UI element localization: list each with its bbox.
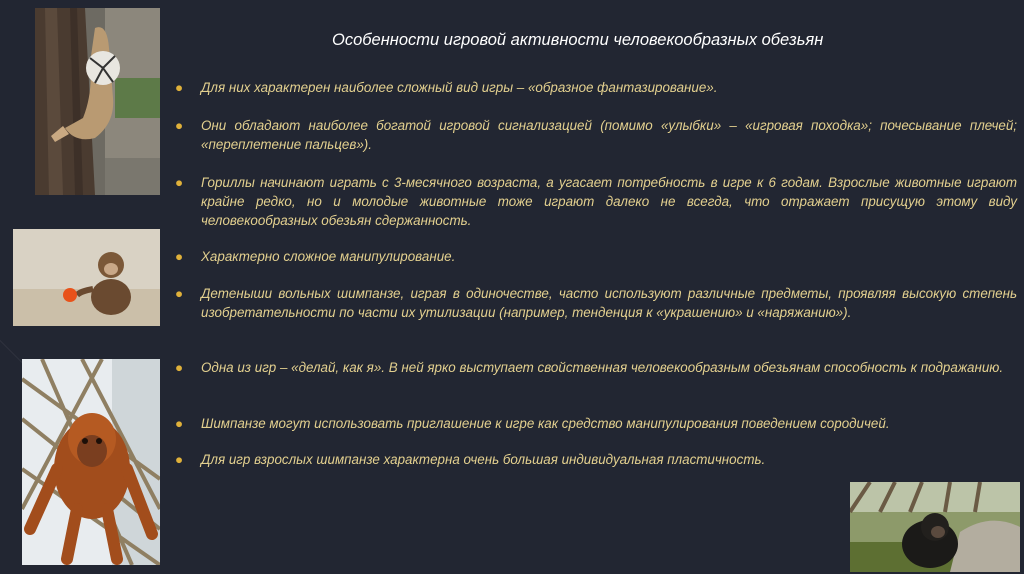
bullet-text: Шимпанзе могут использовать приглашение к игре как средство манипулирования поведением сородичей. [201, 416, 890, 431]
bullet-dot-icon: ● [175, 286, 184, 301]
chimpanzee-photo [850, 482, 1020, 572]
bullet-text: Они обладают наиболее богатой игровой сигнализацией (помимо «улыбки» – «игровая походка»; почесывание плечей; «переплетение пальцев»). [201, 118, 1017, 152]
bullet-list [175, 78, 1017, 469]
bullet-text: Для них характерен наиболее сложный вид игры – «образное фантазирование». [201, 80, 718, 95]
bullet-dot-icon: ● [175, 452, 184, 467]
bullet-item [175, 116, 1017, 173]
slide-title: Особенности игровой активности человекообразных обезьян [332, 31, 824, 49]
bullet-item [175, 358, 1017, 414]
orangutan-on-ropes-photo [22, 359, 160, 565]
bullet-dot-icon: ● [175, 416, 184, 431]
bullet-item [175, 414, 1017, 450]
baby-monkey-orange-ball-photo [13, 229, 160, 326]
monkey-with-ball-photo [35, 8, 160, 195]
bullet-text: Для игр взрослых шимпанзе характерна очень большая индивидуальная пластичность. [201, 452, 766, 467]
bullet-dot-icon: ● [175, 80, 184, 95]
bullet-dot-icon: ● [175, 118, 184, 133]
bullet-text: Одна из игр – «делай, как я». В ней ярко выступает свойственная человекообразным обезьянам способность к подражанию. [201, 360, 1004, 375]
bullet-item [175, 247, 1017, 284]
bullet-item [175, 450, 1017, 469]
bullet-dot-icon: ● [175, 360, 184, 375]
bullet-item [175, 78, 1017, 116]
bullet-dot-icon: ● [175, 249, 184, 264]
bullet-text: Характерно сложное манипулирование. [201, 249, 456, 264]
bullet-text: Гориллы начинают играть с 3-месячного возраста, а угасает потребность в игре к 6 годам. Взрослые животные играют крайне редко, но и молодые животные тоже играют далеко не всегда, что отражает присущую этому виду человекообразных обезьян сдержанность. [201, 175, 1017, 228]
bullet-text: Детеныши вольных шимпанзе, играя в одиночестве, часто используют различные предметы, проявляя высокую степень изобретательности по части их утилизации (например, тенденция к «украшению» и «наряжанию»). [201, 286, 1017, 320]
bullet-item [175, 173, 1017, 247]
bullet-item [175, 284, 1017, 358]
bullet-dot-icon: ● [175, 175, 184, 190]
